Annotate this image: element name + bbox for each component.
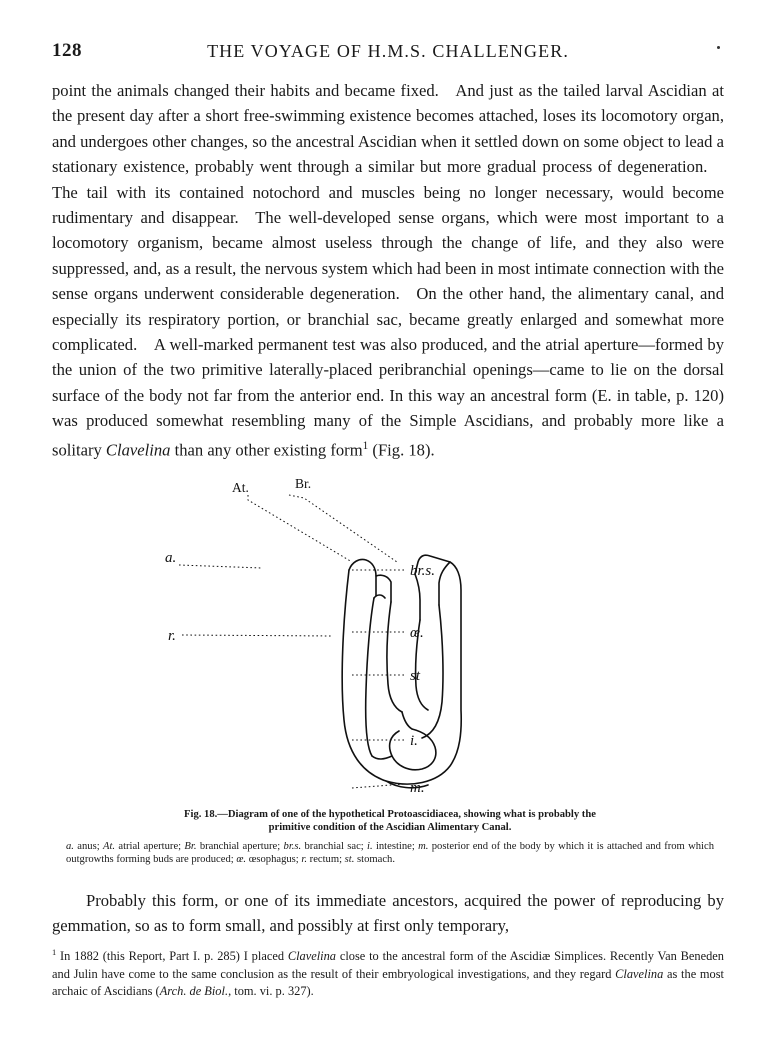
label-r: r.	[168, 628, 176, 644]
legend-text-br: branchial aperture;	[196, 841, 284, 852]
label-br: Br.	[295, 476, 312, 491]
branchial-aperture-inner	[439, 562, 450, 605]
label-oe: œ.	[410, 625, 424, 641]
footnote-text-3: as the most archaic of Ascidians (	[52, 966, 724, 999]
figure-caption	[66, 808, 714, 834]
figure-caption-line-2: primitive condition of the Ascidian Alimentary Canal.	[268, 822, 512, 833]
atrial-aperture-neck	[349, 559, 376, 596]
anus-opening	[374, 595, 385, 598]
body-paragraph-1	[52, 78, 724, 463]
page-header	[52, 40, 724, 64]
legend-text-st: stomach.	[354, 854, 395, 866]
figure-caption-line-1: Fig. 18.—Diagram of one of the hypothetical Protoascidiacea, showing what is probably the	[184, 809, 596, 820]
running-head: THE VOYAGE OF H.M.S. CHALLENGER.	[207, 41, 569, 61]
label-i: i.	[410, 733, 418, 749]
legend-key-m: m.	[418, 841, 429, 852]
legend-text-i: intestine;	[372, 841, 419, 852]
figure-legend	[66, 840, 714, 867]
legend-key-br: Br.	[184, 841, 197, 852]
footnote-text-1: In 1882 (this Report, Part I. p. 285) I placed	[56, 949, 288, 964]
footnote-italic-2: Clavelina	[615, 966, 664, 981]
leader-a	[179, 565, 262, 568]
footnote-marker: 1	[52, 947, 57, 957]
legend-key-at: At.	[102, 841, 116, 852]
label-st: st	[410, 668, 421, 684]
legend-text-at: atrial aperture;	[115, 841, 185, 852]
body-paragraph-2	[52, 888, 724, 939]
rectum-line	[366, 598, 374, 756]
label-brs: br.s.	[410, 563, 436, 579]
legend-text-brs: branchial sac;	[301, 841, 368, 852]
intestine-line	[372, 756, 392, 759]
oesophagus-line	[402, 712, 412, 729]
leader-br	[289, 495, 397, 562]
paragraph-1-italic-clavelina: Clavelina	[105, 440, 171, 460]
page-number: 128	[52, 40, 82, 61]
footnote-text-4: , tom. vi. p. 327).	[228, 984, 314, 999]
footnote-italic-3: Arch. de Biol.	[159, 984, 229, 999]
legend-key-a: a.	[66, 841, 74, 852]
paragraph-1-end: (Fig. 18).	[368, 440, 435, 460]
branchial-sac-outer-wall	[422, 605, 443, 738]
paragraph-1-tail: than any other existing form	[170, 440, 363, 460]
label-at: At.	[232, 480, 249, 495]
legend-text-r: rectum;	[307, 854, 345, 866]
figure-18	[52, 470, 724, 810]
leader-at	[248, 495, 352, 562]
legend-key-r: r.	[301, 854, 308, 866]
atrial-aperture-inner	[376, 575, 391, 602]
footnote-text-2: close to the ancestral form of the Ascidiæ Simplices. Recently Van Beneden and Julin have come to the same conclusion as the result of their embryological investigations, and they regard	[52, 949, 724, 981]
leader-r	[182, 635, 333, 636]
legend-key-i: i.	[367, 841, 373, 852]
header-dot-mark	[717, 46, 720, 49]
legend-key-brs: br.s.	[283, 841, 302, 852]
ascidian-diagram-svg	[52, 470, 724, 810]
legend-text-oe: œsophagus;	[246, 854, 302, 866]
branchial-sac-left-wall	[387, 602, 402, 712]
branchial-funnel-left	[415, 574, 420, 620]
paragraph-2-text: Probably this form, or one of its immediate ancestors, acquired the power of reproducing by gemmation, so as to form small, and possibly at first only temporary,	[52, 891, 724, 936]
footnote-reference-1: 1	[362, 439, 369, 452]
paragraph-1-text: point the animals changed their habits and became fixed. And just as the tailed larval Ascidian at the present day after a short free-swimming existence becomes attached, loses its locomotory organ, and undergoes other changes, so the ancestral Ascidian when it settled down on some object to lead a stationary existence, probably went through a similar but more gradual process of degeneration. The tail with its contained notochord and muscles being no longer necessary, would become rudimentary and disappear. The well-developed sense organs, which were most important to a locomotory organism, became almost useless through the change of life, and they also were suppressed, and, as a result, the nervous system which had been in most intimate connection with the sense organs underwent considerable degeneration. On the other hand, the alimentary canal, and especially its respiratory portion, or branchial sac, became greatly enlarged and somewhat more complicated. A well-marked permanent test was also produced, and the atrial aperture—formed by the union of the two primitive laterally-placed peribranchial openings—came to lie on the dorsal surface of the body not far from the anterior end. In this way an ancestral form (E. in table, p. 120) was produced somewhat resembling many of the Simple Ascidians, and probably more like a solitary	[52, 81, 724, 460]
legend-key-oe: œ.	[236, 854, 247, 866]
legend-key-st: st.	[344, 854, 355, 866]
legend-text-m: posterior end of the body by which it is attached and from which outgrowths forming buds are produced;	[66, 841, 714, 866]
label-m: m.	[410, 780, 425, 796]
label-a: a.	[165, 550, 177, 566]
footnote-italic-1: Clavelina	[287, 949, 337, 964]
legend-text-a: anus;	[73, 841, 103, 852]
footnote-1	[52, 944, 724, 1001]
